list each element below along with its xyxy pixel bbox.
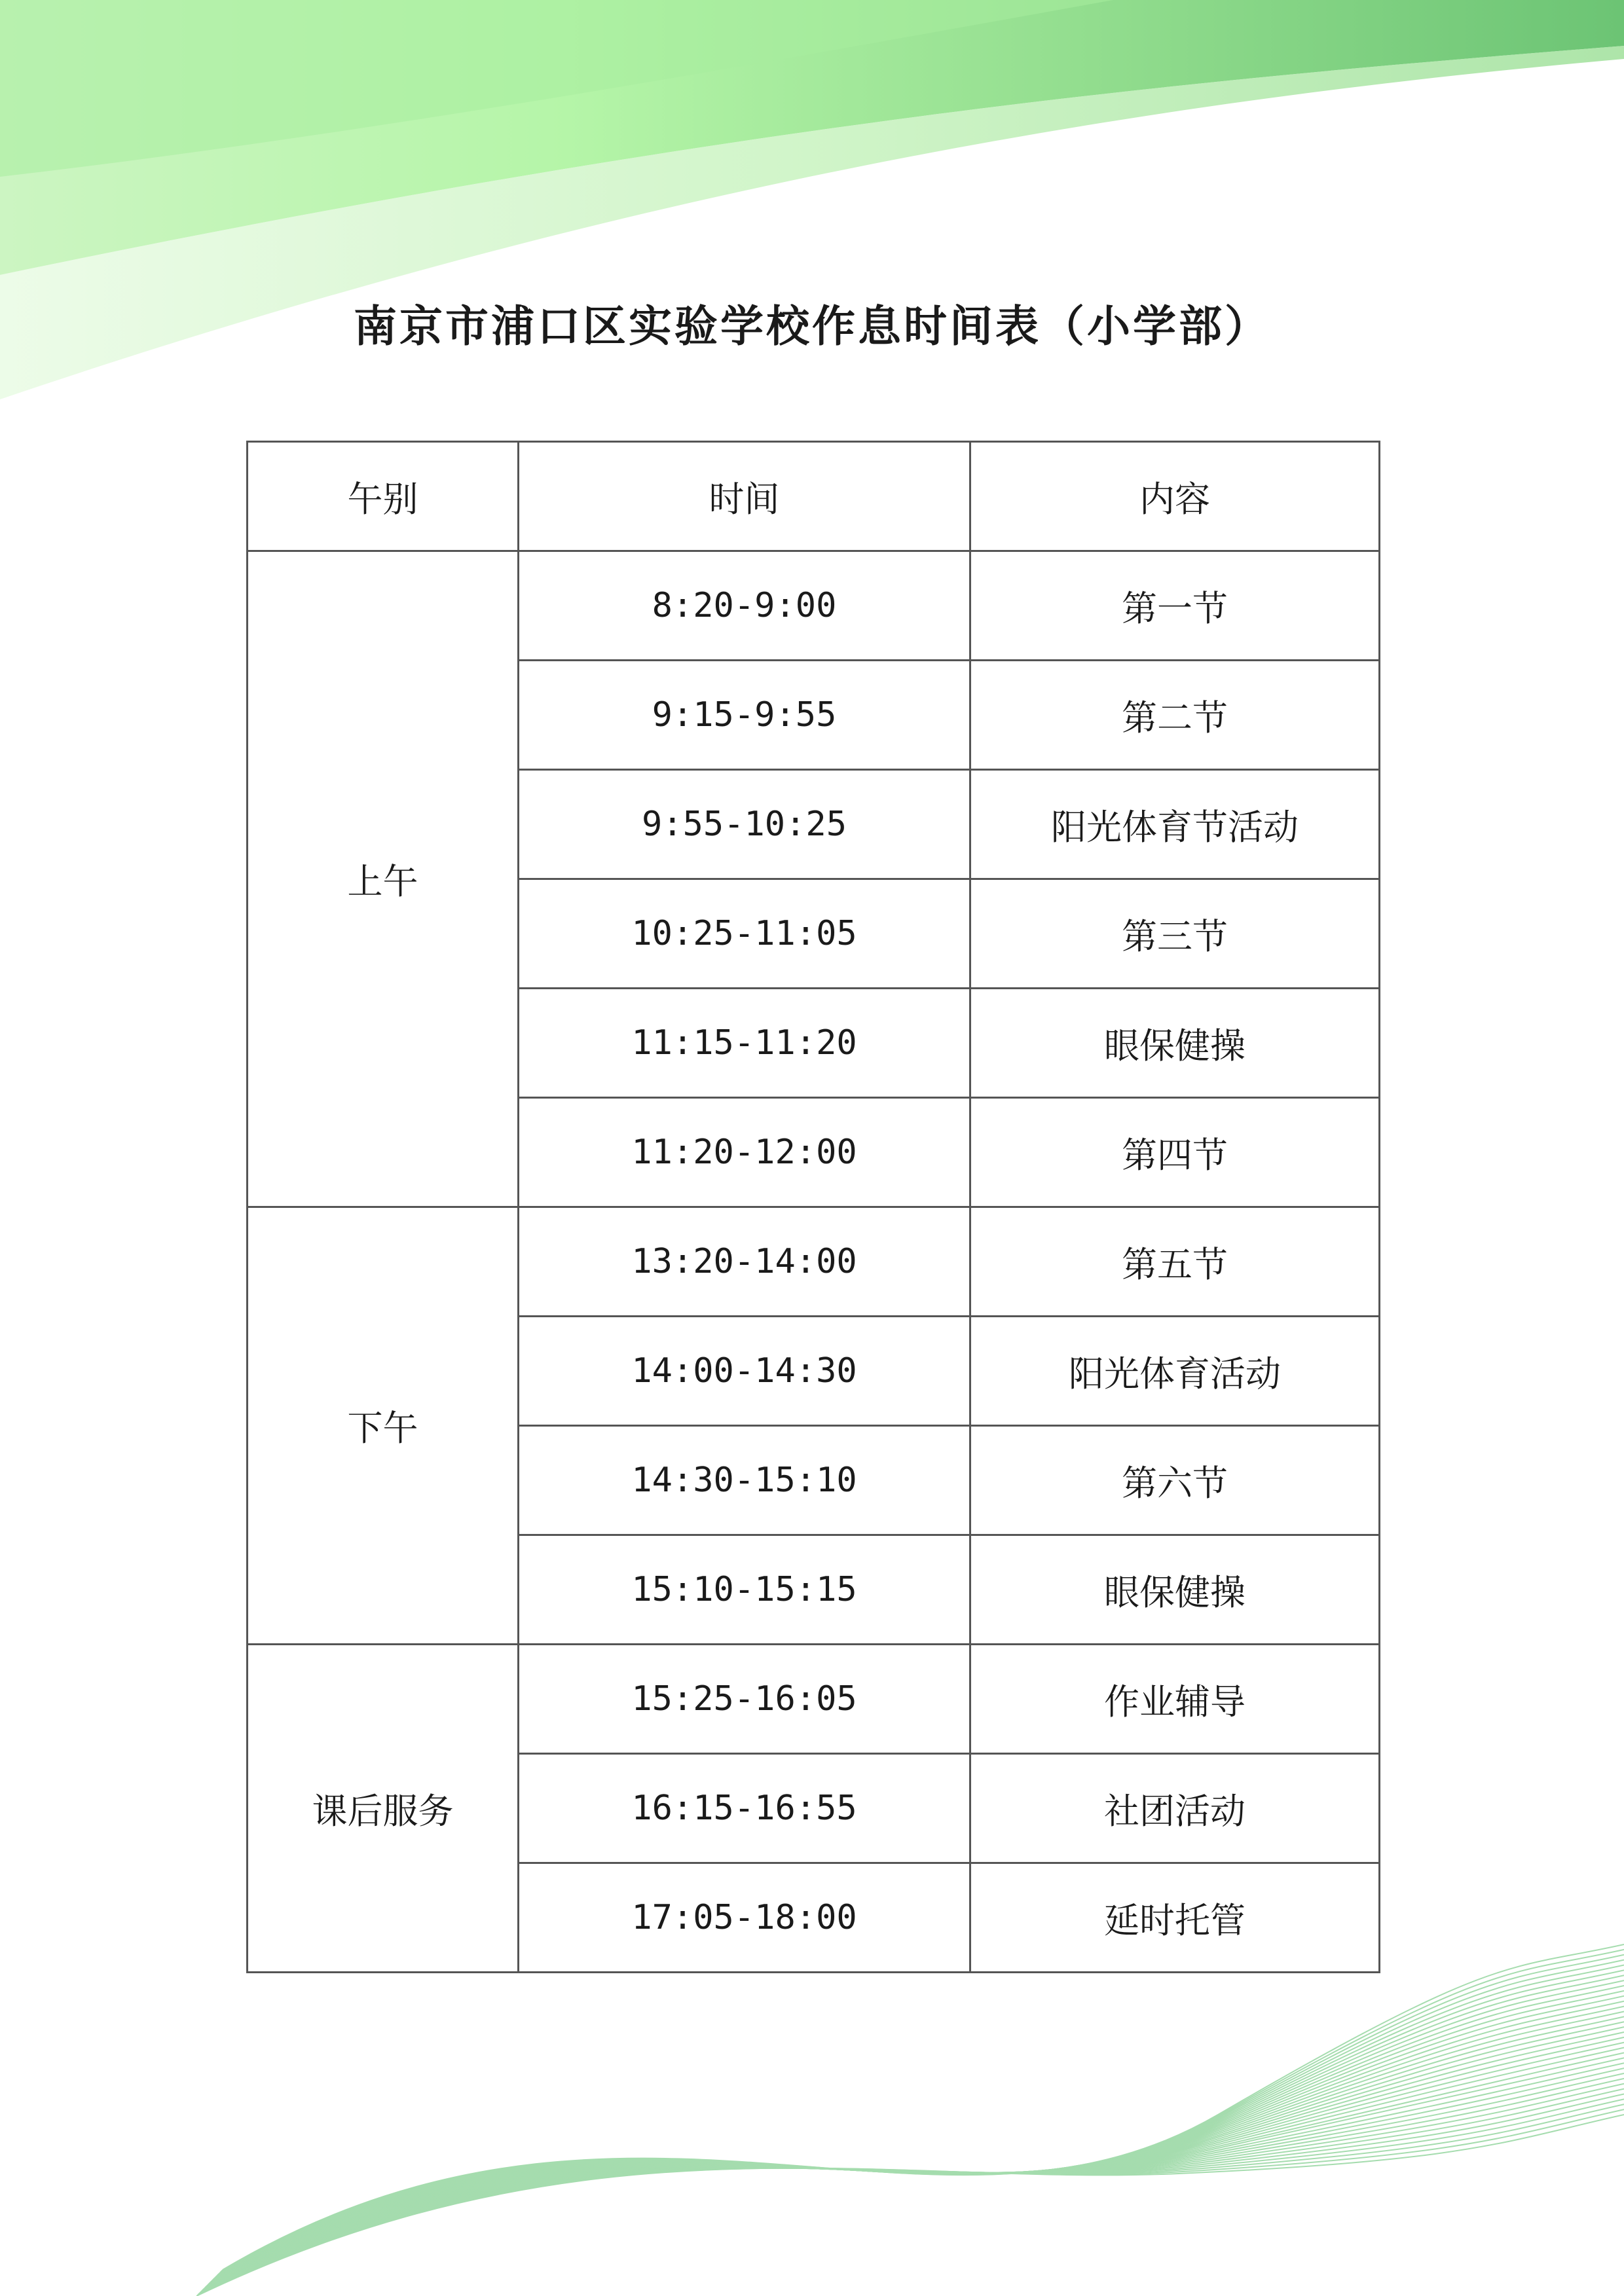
content-cell: 第二节	[970, 661, 1380, 770]
table-row	[248, 551, 1380, 661]
content-cell: 眼保健操	[970, 989, 1380, 1098]
table-row	[248, 1207, 1380, 1317]
content-cell: 阳光体育节活动	[970, 770, 1380, 879]
bottom-green-line-wave-decoration	[0, 1807, 1624, 2296]
header-period: 午别	[248, 442, 519, 551]
header-time: 时间	[519, 442, 970, 551]
content-cell: 第三节	[970, 879, 1380, 989]
time-cell: 13:20-14:00	[519, 1207, 970, 1317]
time-cell: 11:20-12:00	[519, 1098, 970, 1207]
content-cell: 第六节	[970, 1426, 1380, 1535]
time-cell: 14:00-14:30	[519, 1317, 970, 1426]
content-cell: 第一节	[970, 551, 1380, 661]
header-content: 内容	[970, 442, 1380, 551]
time-cell: 17:05-18:00	[519, 1863, 970, 1973]
time-cell: 15:25-16:05	[519, 1645, 970, 1754]
wave-line	[220, 1960, 1624, 2272]
schedule-table	[246, 441, 1380, 1973]
time-cell: 10:25-11:05	[519, 879, 970, 989]
time-cell: 16:15-16:55	[519, 1754, 970, 1863]
period-after-school: 课后服务	[248, 1645, 519, 1973]
time-cell: 14:30-15:10	[519, 1426, 970, 1535]
content-cell: 社团活动	[970, 1754, 1380, 1863]
time-cell: 15:10-15:15	[519, 1535, 970, 1645]
time-cell: 8:20-9:00	[519, 551, 970, 661]
time-cell: 11:15-11:20	[519, 989, 970, 1098]
content-cell: 作业辅导	[970, 1645, 1380, 1754]
wave-line	[223, 1944, 1624, 2270]
content-cell: 眼保健操	[970, 1535, 1380, 1645]
wave-line	[221, 1955, 1624, 2272]
time-cell: 9:15-9:55	[519, 661, 970, 770]
content-cell: 第四节	[970, 1098, 1380, 1207]
top-green-wave-decoration	[0, 0, 1624, 419]
period-morning: 上午	[248, 551, 519, 1207]
content-cell: 阳光体育活动	[970, 1317, 1380, 1426]
table-row	[248, 1645, 1380, 1754]
document-title: 南京市浦口区实验学校作息时间表（小学部）	[354, 301, 1270, 352]
table-header-row	[248, 442, 1380, 551]
period-afternoon: 下午	[248, 1207, 519, 1645]
wave-line	[219, 1970, 1624, 2274]
content-cell: 延时托管	[970, 1863, 1380, 1973]
time-cell: 9:55-10:25	[519, 770, 970, 879]
content-cell: 第五节	[970, 1207, 1380, 1317]
